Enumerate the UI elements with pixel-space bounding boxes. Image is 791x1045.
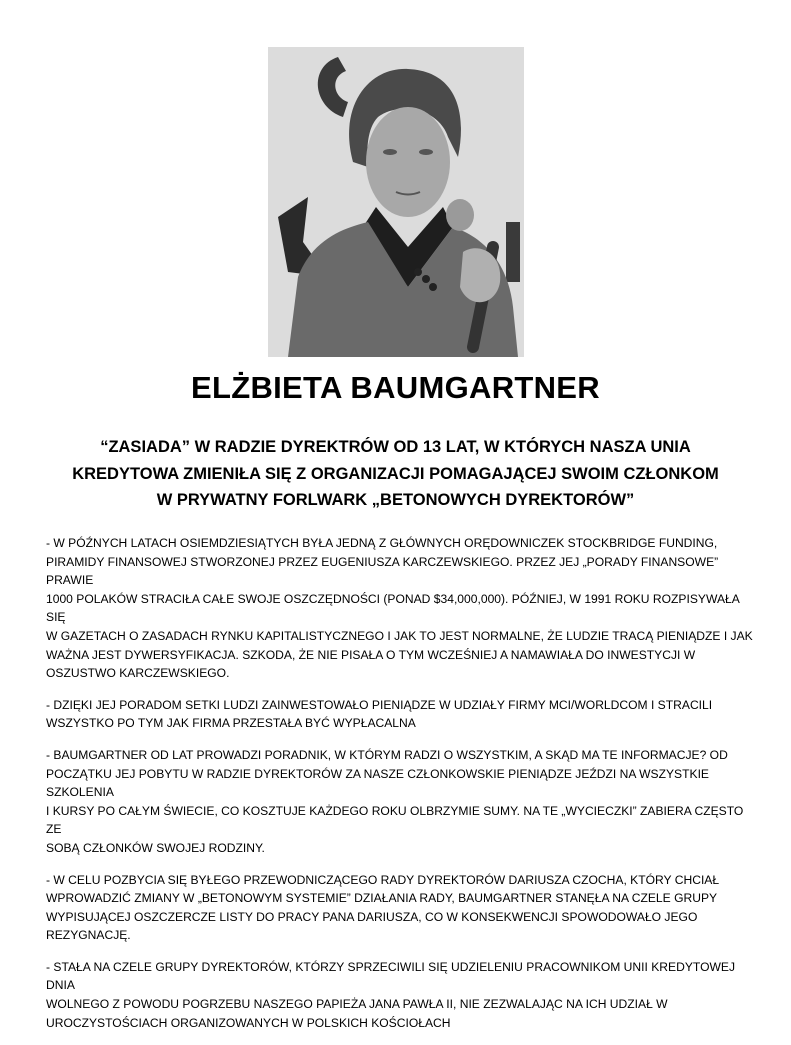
paragraph-3: - BAUMGARTNER OD LAT PROWADZI PORADNIK, W KTÓRYM RADZI O WSZYSTKIM, A SKĄD MA TE INFORMACJE? OD POCZĄTKU JEJ POBYTU W RADZIE DYREKTORÓW ZA NASZE CZŁONKOWSKIE PIENIĄDZE JEŹDZI NA WSZYSTKIE SZKOLENIA I KURSY PO CAŁYM ŚWIECIE, CO KOSZTUJE KAŻDEGO ROKU OLBRZYMIE SUMY. NA TE „WYCIECZKI” ZABIERA CZĘSTO ZE SOBĄ CZŁONKÓW SWOJEJ RODZINY. (46, 747, 744, 855)
paragraph-1: - W PÓŹNYCH LATACH OSIEMDZIESIĄTYCH BYŁA JEDNĄ Z GŁÓWNYCH ORĘDOWNICZEK STOCKBRIDGE FUNDING, PIRAMIDY FINANSOWEJ STWORZONEJ PRZEZ EUGENIUSZA KARCZEWSKIEGO. PRZEZ JEJ „PORADY FINANSOWE” PRAWIE 1000 POLAKÓW STRACIŁA CAŁE SWOJE OSZCZĘDNOŚCI (PONAD $34,000,000). PÓŹNIEJ, W 1991 ROKU ROZPISYWAŁA SIĘ W GAZETACH O ZASADACH RYNKU KAPITALISTYCZNEGO I JAK TO JEST NORMALNE, ŻE LUDZIE TRACĄ PIENIĄDZE I JAK WAŻNA JEST DYWERSYFIKACJA. SZKODA, ŻE NIE PISAŁA O TYM WCZEŚNIEJ A NAMAWIAŁA DO INWESTYCJI W OSZUSTWO KARCZEWSKIEGO. (46, 536, 753, 681)
person-name: ELŻBIETA BAUMGARTNER (191, 370, 600, 405)
paragraph-2: - DZIĘKI JEJ PORADOM SETKI LUDZI ZAINWESTOWAŁO PIENIĄDZE W UDZIAŁY FIRMY MCI/WORLDCOM I STRACILI WSZYSTKO PO TYM JAK FIRMA PRZESTAŁA BYĆ WYPŁACALNA (46, 697, 713, 731)
headline-text: “ZASIADA” W RADZIE DYREKTRÓW OD 13 LAT, W KTÓRYCH NASZA UNIA KREDYTOWA ZMIENIŁA SIĘ Z ORGANIZACJI POMAGAJĄCEJ SWOIM CZŁONKOM W PRYWATNY FORLWARK „BETONOWYCH DYREKTORÓW” (72, 438, 719, 509)
article-body (46, 534, 756, 1045)
paragraph-5: - STAŁA NA CZELE GRUPY DYREKTORÓW, KTÓRZY SPRZECIWILI SIĘ UDZIELENIU PRACOWNIKOM UNII KREDYTOWEJ DNIA WOLNEGO Z POWODU POGRZEBU NASZEGO PAPIEŻA JANA PAWŁA II, NIE ZEZWALAJĄC NA ICH UDZIAŁ W UROCZYSTOŚCIACH ORGANIZOWANYCH W POLSKICH KOŚCIOŁACH (46, 959, 736, 1030)
paragraph-4: - W CELU POZBYCIA SIĘ BYŁEGO PRZEWODNICZĄCEGO RADY DYREKTORÓW DARIUSZA CZOCHA, KTÓRY CHCIAŁ WPROWADZIĆ ZMIANY W „BETONOWYM SYSTEMIE” DZIAŁANIA RADY, BAUMGARTNER STANĘŁA NA CZELE GRUPY WYPISUJĄCEJ OSZCZERCZE LISTY DO PRACY PANA DARIUSZA, CO W KONSEKWENCJI SPOWODOWAŁO JEGO REZYGNACJĘ. (46, 872, 720, 943)
headline-subtitle (40, 434, 751, 514)
portrait-photo-image (268, 47, 524, 357)
portrait-photo (268, 47, 524, 357)
